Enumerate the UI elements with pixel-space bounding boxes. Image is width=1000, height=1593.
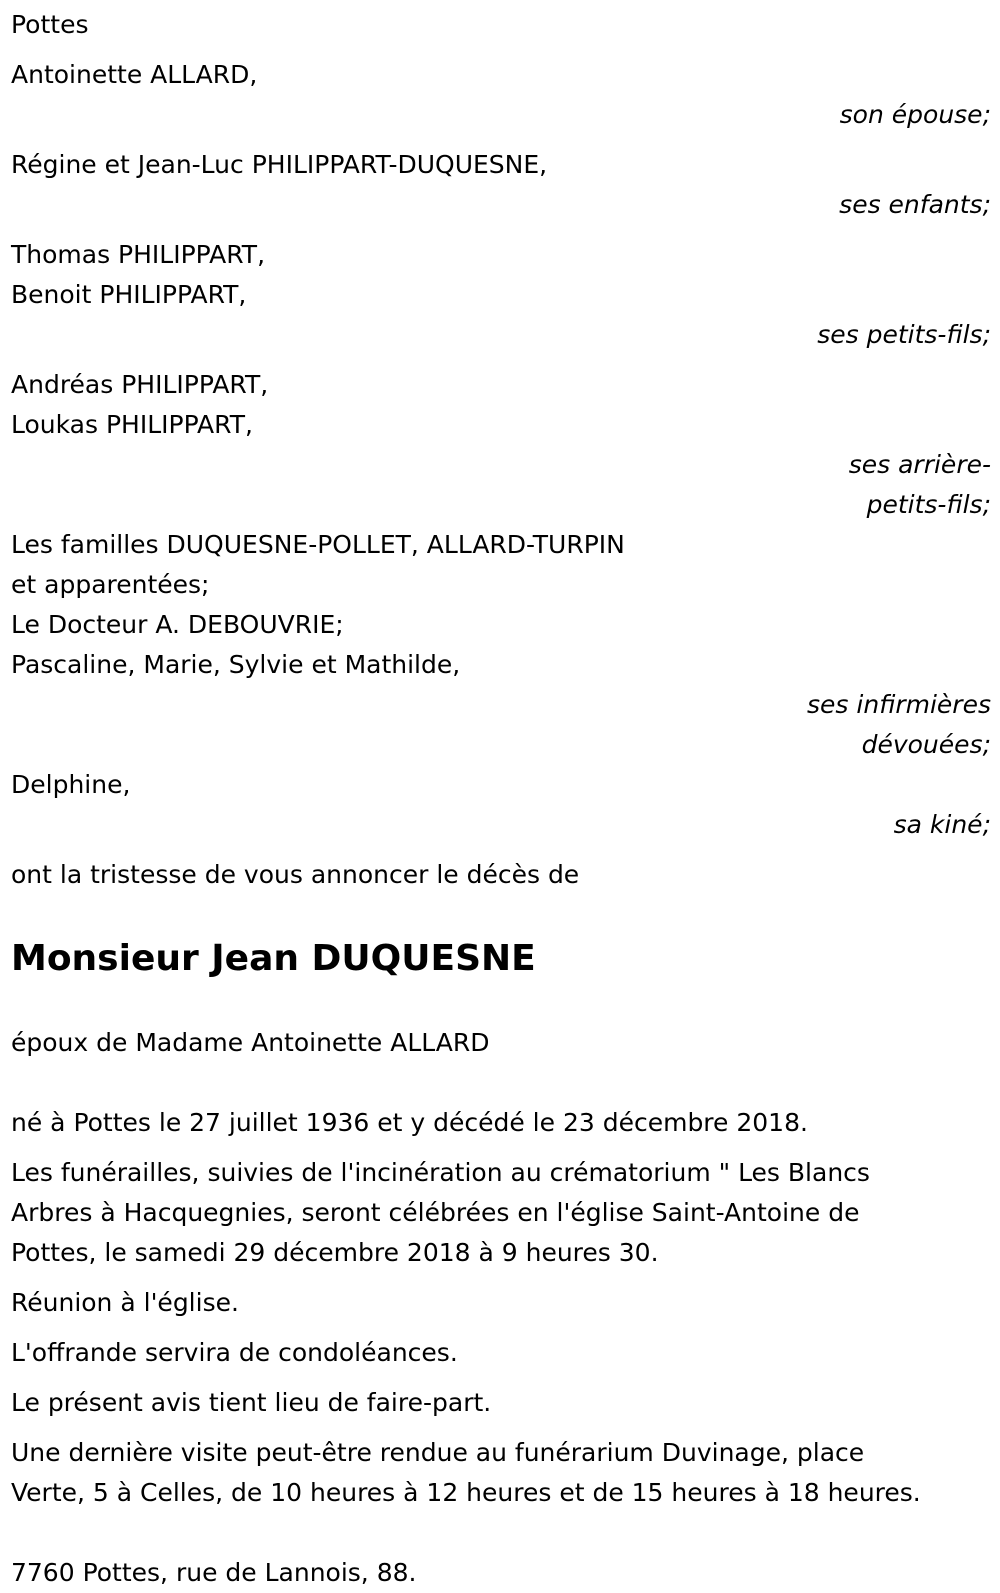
family-group-children bbox=[11, 145, 991, 225]
family-name: Régine et Jean-Luc PHILIPPART-DUQUESNE, bbox=[11, 150, 548, 179]
address-line: 7760 Pottes, rue de Lannois, 88. bbox=[11, 1558, 417, 1587]
birth-death-line: né à Pottes le 27 juillet 1936 et y décédé le 23 décembre 2018. bbox=[11, 1108, 808, 1137]
deceased-name: Monsieur Jean DUQUESNE bbox=[11, 938, 536, 979]
family-name: Benoit PHILIPPART, bbox=[11, 280, 247, 309]
family-role: ses infirmières bbox=[807, 690, 991, 719]
family-name: Delphine, bbox=[11, 770, 131, 799]
family-group-great-grandchildren bbox=[11, 365, 991, 525]
family-group-physio bbox=[11, 765, 991, 845]
spouse-line: époux de Madame Antoinette ALLARD bbox=[11, 1028, 490, 1057]
family-role: dévouées; bbox=[861, 730, 991, 759]
family-role: ses petits-fils; bbox=[817, 320, 991, 349]
visit-paragraph bbox=[11, 1433, 991, 1513]
announcement-text: ont la tristesse de vous annoncer le décès de bbox=[11, 860, 580, 889]
family-name: Le Docteur A. DEBOUVRIE; bbox=[11, 610, 344, 639]
family-name: Andréas PHILIPPART, bbox=[11, 370, 269, 399]
family-role: ses arrière- bbox=[848, 450, 991, 479]
visit-line: Verte, 5 à Celles, de 10 heures à 12 heures et de 15 heures à 18 heures. bbox=[11, 1478, 921, 1507]
family-name: Loukas PHILIPPART, bbox=[11, 410, 253, 439]
family-name: Thomas PHILIPPART, bbox=[11, 240, 266, 269]
family-group-grandchildren bbox=[11, 235, 991, 355]
funeral-line: Pottes, le samedi 29 décembre 2018 à 9 heures 30. bbox=[11, 1238, 659, 1267]
location-header: Pottes bbox=[11, 10, 89, 39]
family-role: sa kiné; bbox=[893, 810, 991, 839]
obituary-notice bbox=[11, 5, 991, 1593]
family-role: ses enfants; bbox=[839, 190, 991, 219]
funeral-line: Arbres à Hacquegnies, seront célébrées en l'église Saint-Antoine de bbox=[11, 1198, 860, 1227]
funeral-line: Les funérailles, suivies de l'incinération au crématorium " Les Blancs bbox=[11, 1158, 870, 1187]
family-name: Antoinette ALLARD, bbox=[11, 60, 258, 89]
family-group-spouse bbox=[11, 55, 991, 135]
visit-line: Une dernière visite peut-être rendue au funérarium Duvinage, place bbox=[11, 1438, 865, 1467]
family-role: petits-fils; bbox=[866, 490, 991, 519]
funeral-paragraph bbox=[11, 1153, 991, 1273]
family-role: son épouse; bbox=[839, 100, 991, 129]
offering-line: L'offrande servira de condoléances. bbox=[11, 1338, 458, 1367]
meeting-line: Réunion à l'église. bbox=[11, 1288, 239, 1317]
family-name: Pascaline, Marie, Sylvie et Mathilde, bbox=[11, 650, 461, 679]
notice-line: Le présent avis tient lieu de faire-part. bbox=[11, 1388, 492, 1417]
family-name: et apparentées; bbox=[11, 570, 210, 599]
family-name: Les familles DUQUESNE-POLLET, ALLARD-TURPIN bbox=[11, 530, 625, 559]
family-group-nurses bbox=[11, 525, 991, 765]
